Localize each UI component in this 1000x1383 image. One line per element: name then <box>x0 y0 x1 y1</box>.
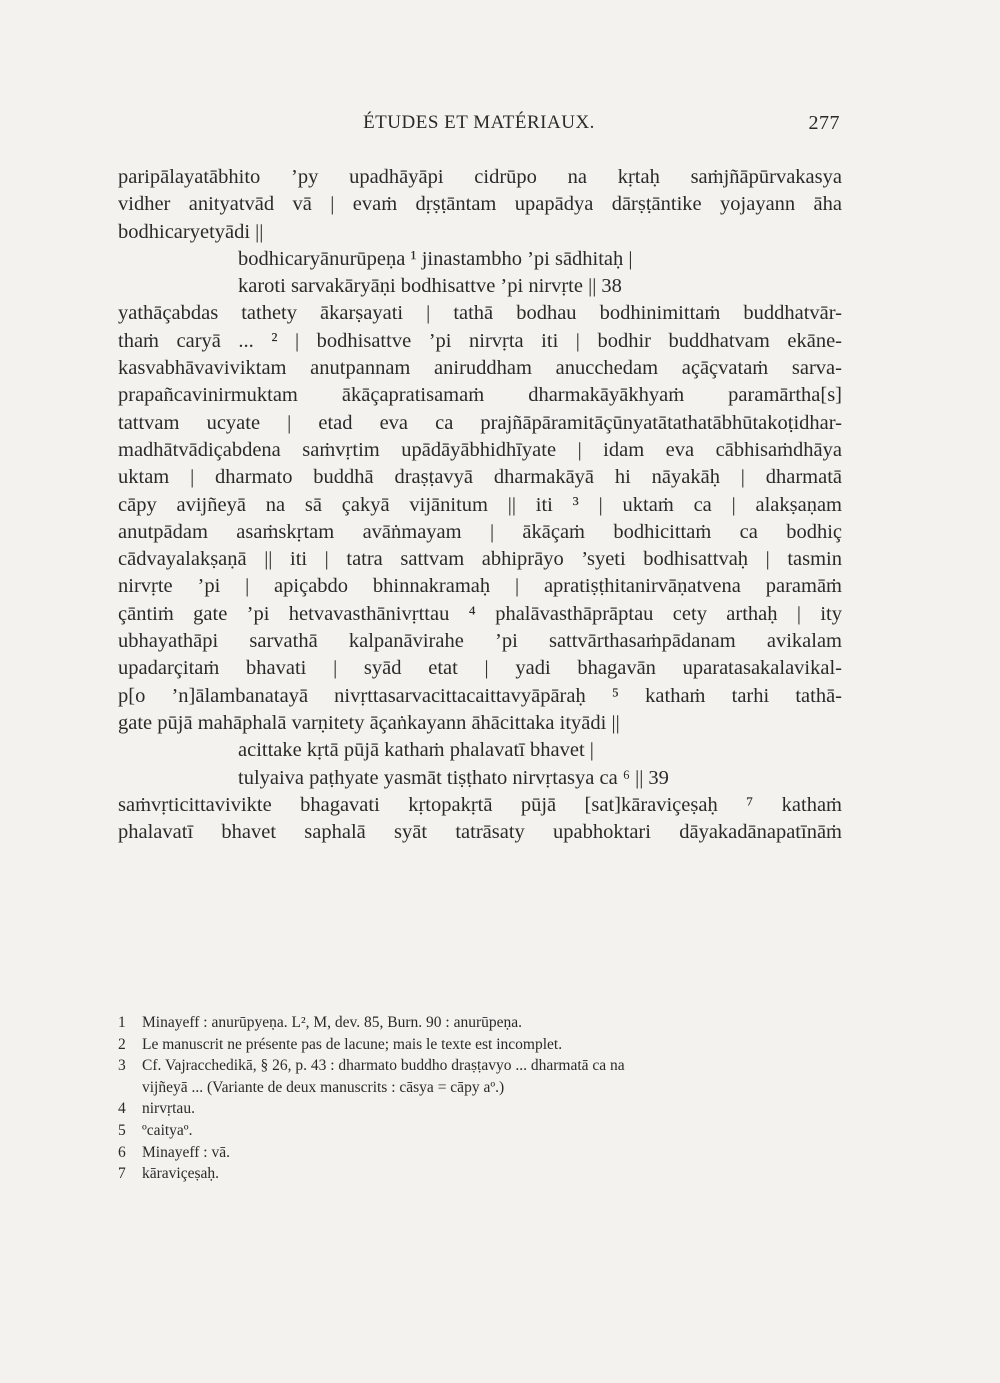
text-line: bodhicaryetyādi || <box>118 220 264 243</box>
text-line: p[o ’n]ālambanatayā nivṛttasarvacittacaittavyāpāraḥ ⁵ kathaṁ tarhi tathā- <box>118 684 842 707</box>
footnote-text: nirvṛtau. <box>142 1100 195 1118</box>
text-line: nirvṛte ’pi | apiçabdo bhinnakramaḥ | apratiṣṭhitanirvāṇatvena paramāṁ <box>118 575 842 598</box>
verse-line: karoti sarvakāryāṇi bodhisattve ’pi nirvṛte || 38 <box>238 275 622 298</box>
text-line: cādvayalakṣaṇā || iti | tatra sattvam abhiprāyo ’syeti bodhisattvaḥ | tasmin <box>118 548 842 571</box>
text-line: yathāçabdas tathety ākarṣayati | tathā bodhau bodhinimittaṁ buddhatvār- <box>118 302 842 325</box>
footnote <box>118 1012 842 1034</box>
running-title: ÉTUDES ET MATÉRIAUX. <box>363 112 595 133</box>
text-line: gate pūjā mahāphalā varṇitety āçaṅkayann āhācittaka ityādi || <box>118 711 620 734</box>
footnote-number: 6 <box>118 1143 126 1161</box>
footnote <box>118 1120 842 1142</box>
footnote-number: 4 <box>118 1100 126 1118</box>
footnote <box>118 1142 842 1164</box>
footnote-text: Minayeff : anurūpyeṇa. L², M, dev. 85, Burn. 90 : anurūpeṇa. <box>142 1014 522 1031</box>
verse-line: tulyaiva paṭhyate yasmāt tiṣṭhato nirvṛtasya ca ⁶ || 39 <box>238 766 669 789</box>
footnote-number: 7 <box>118 1165 126 1183</box>
footnote <box>118 1077 842 1099</box>
footnote <box>118 1034 842 1056</box>
text-line: tattvam ucyate | etad eva ca prajñāpāramitāçūnyatātathatābhūtakoṭidhar- <box>118 411 842 434</box>
text-line: cāpy avijñeyā na sā çakyā vijānitum || iti ³ | uktaṁ ca | alakṣaṇam <box>118 493 842 516</box>
footnotes <box>118 1012 842 1185</box>
footnote-text: Cf. Vajracchedikā, § 26, p. 43 : dharmato buddho draṣṭavyo ... dharmatā ca na <box>142 1057 625 1075</box>
footnote-text: Le manuscrit ne présente pas de lacune; mais le texte est incomplet. <box>142 1035 563 1053</box>
footnote <box>118 1163 842 1185</box>
footnote <box>118 1055 842 1077</box>
footnote-number: 3 <box>118 1057 126 1075</box>
running-header <box>118 112 840 142</box>
footnote-text: kāraviçeṣaḥ. <box>142 1165 220 1183</box>
text-line: anutpādam asaṁskṛtam avāṅmayam | ākāçaṁ bodhicittaṁ ca bodhiç <box>118 520 842 543</box>
footnote-text: ºcaityaº. <box>142 1121 193 1139</box>
footnote-text: vijñeyā ... (Variante de deux manuscrits : cāsya = cāpy aº.) <box>142 1078 505 1096</box>
text-line: phalavatī bhavet saphalā syāt tatrāsaty upabhoktari dāyakadānapatīnāṁ <box>118 821 842 844</box>
verse-line: acittake kṛtā pūjā kathaṁ phalavatī bhavet | <box>238 739 594 762</box>
text-line: upadarçitaṁ bhavati | syād etat | yadi bhagavān uparatasakalavikal- <box>118 657 842 680</box>
text-line: vidher anityatvād vā | evaṁ dṛṣṭāntam upapādya dārṣṭāntike yojayann āha <box>118 193 842 216</box>
text-line: paripālayatābhito ’py upadhāyāpi cidrūpo na kṛtaḥ saṁjñāpūrvakasya <box>118 166 842 188</box>
footnote-text: Minayeff : vā. <box>142 1143 230 1161</box>
page-number: 277 <box>808 112 840 134</box>
footnote-number: 5 <box>118 1121 126 1139</box>
footnote-number: 2 <box>118 1035 126 1053</box>
text-line: çāntiṁ gate ’pi hetvavasthānivṛttau ⁴ phalāvasthāprāptau cety arthaḥ | ity <box>118 602 842 625</box>
text-line: ubhayathāpi sarvathā kalpanāvirahe ’pi sattvārthasaṁpādanam avikalam <box>118 630 842 653</box>
footnote <box>118 1098 842 1120</box>
text-line: madhātvādiçabdena saṁvṛtim upādāyābhidhīyate | idam eva cābhisaṁdhāya <box>118 438 842 461</box>
footnote-number: 1 <box>118 1014 126 1031</box>
text-line: kasvabhāvaviviktam anutpannam aniruddham anucchedam açāçvataṁ sarva- <box>118 357 842 380</box>
text-line: prapañcavinirmuktam ākāçapratisamaṁ dharmakāyākhyaṁ paramārtha[s] <box>118 384 842 407</box>
body-text <box>118 164 842 846</box>
text-line: thaṁ caryā ... ² | bodhisattve ’pi nirvṛta iti | bodhir buddhatvam ekāne- <box>118 329 842 352</box>
text-line: saṁvṛticittavivikte bhagavati kṛtopakṛtā pūjā [sat]kāraviçeṣaḥ ⁷ kathaṁ <box>118 793 842 816</box>
verse-line: bodhicaryānurūpeṇa ¹ jinastambho ’pi sādhitaḥ | <box>238 247 633 270</box>
text-line: uktam | dharmato buddhā draṣṭavyā dharmakāyā hi nāyakāḥ | dharmatā <box>118 466 842 489</box>
